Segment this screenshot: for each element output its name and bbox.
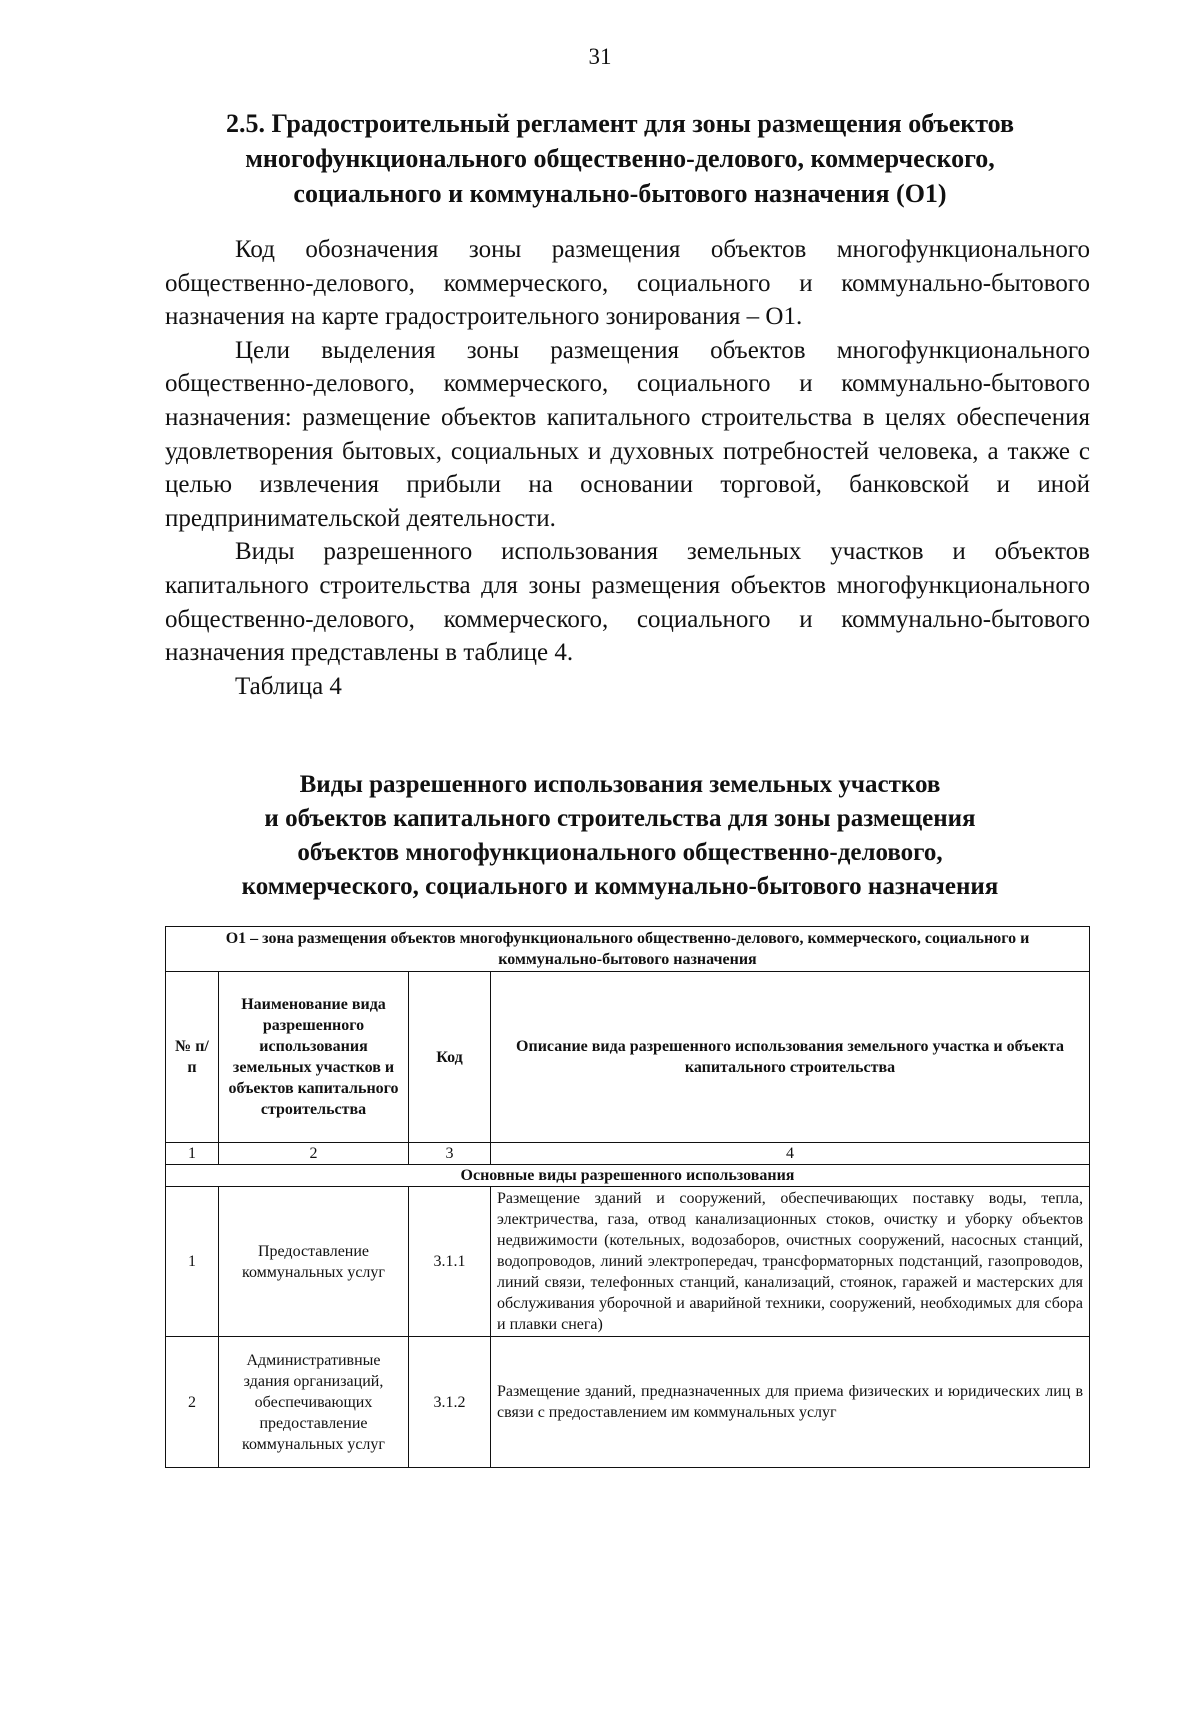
heading-line: социального и коммунально-бытового назначения (О1): [293, 179, 947, 208]
paragraph-usage-types: Виды разрешенного использования земельных участков и объектов капитального строительства для зоны размещения объектов многофункционального общественно-делового, коммерческого, социального и коммунально-бытового назначения представлены в таблице 4.: [165, 538, 1090, 667]
row-number: 1: [166, 1187, 219, 1337]
column-header-number: № п/п: [166, 972, 219, 1143]
body-text: [165, 233, 1090, 703]
heading-line: многофункционального общественно-делового, коммерческого,: [245, 144, 995, 173]
section-row: [166, 1165, 1090, 1187]
row-description: Размещение зданий, предназначенных для приема физических и юридических лиц в связи с предоставлением им коммунальных услуг: [491, 1337, 1090, 1468]
row-description: Размещение зданий и сооружений, обеспечивающих поставку воды, тепла, электричества, газа, отвод канализационных стоков, очистку и уборку объектов недвижимости (котельных, водозаборов, очистных сооружений, насосных станций, водопроводов, линий электропередач, трансформаторных подстанций, газопроводов, линий связи, телефонных станций, канализаций, стоянок, гаражей и мастерских для обслуживания уборочной и аварийной техники, сооружений, необходимых для сбора и плавки снега): [491, 1187, 1090, 1337]
section-heading: [150, 106, 1090, 211]
column-number-row: [166, 1143, 1090, 1165]
table-title-line: и объектов капитального строительства для зоны размещения: [264, 805, 976, 832]
heading-line: 2.5. Градостроительный регламент для зоны размещения объектов: [225, 109, 1015, 138]
table-title-line: объектов многофункционального общественно-делового,: [297, 839, 943, 866]
section-label: Основные виды разрешенного использования: [166, 1165, 1090, 1187]
column-header-description: Описание вида разрешенного использования земельного участка и объекта капитального строительства: [491, 972, 1090, 1143]
column-number: 1: [166, 1143, 219, 1165]
paragraph-zone-goals: Цели выделения зоны размещения объектов многофункционального общественно-делового, коммерческого, социального и коммунально-бытового назначения: размещение объектов капитального строительства в целях обеспечения удовлетворения бытовых, социальных и духовных потребностей человека, а также с целью извлечения прибыли на основании торговой, банковской и иной предпринимательской деятельности.: [165, 336, 1090, 532]
page-number: 31: [588, 44, 612, 69]
column-header-row: [166, 972, 1090, 1143]
zone-header-cell: О1 – зона размещения объектов многофункционального общественно-делового, коммерческого, социального и коммунально-бытового назначения: [166, 927, 1090, 972]
table-caption: Таблица 4: [235, 672, 342, 700]
column-number: 4: [491, 1143, 1090, 1165]
table-row: [166, 1187, 1090, 1337]
row-code: 3.1.2: [409, 1337, 491, 1468]
row-name: Административные здания организаций, обеспечивающих предоставление коммунальных услуг: [219, 1337, 409, 1468]
zone-header-row: [166, 927, 1090, 972]
row-number: 2: [166, 1337, 219, 1468]
table-title: [150, 768, 1090, 904]
usage-types-table: [165, 926, 1090, 1468]
column-number: 2: [219, 1143, 409, 1165]
column-number: 3: [409, 1143, 491, 1165]
table-title-line: коммерческого, социального и коммунально-бытового назначения: [241, 873, 999, 900]
paragraph-zone-code: Код обозначения зоны размещения объектов многофункционального общественно-делового, коммерческого, социального и коммунально-бытового назначения на карте градостроительного зонирования – О1.: [165, 236, 1090, 331]
row-code: 3.1.1: [409, 1187, 491, 1337]
table-title-line: Виды разрешенного использования земельных участков: [299, 771, 941, 798]
column-header-name: Наименование вида разрешенного использования земельных участков и объектов капитального строительства: [219, 972, 409, 1143]
column-header-code: Код: [409, 972, 491, 1143]
table-row: [166, 1337, 1090, 1468]
row-name: Предоставление коммунальных услуг: [219, 1187, 409, 1337]
